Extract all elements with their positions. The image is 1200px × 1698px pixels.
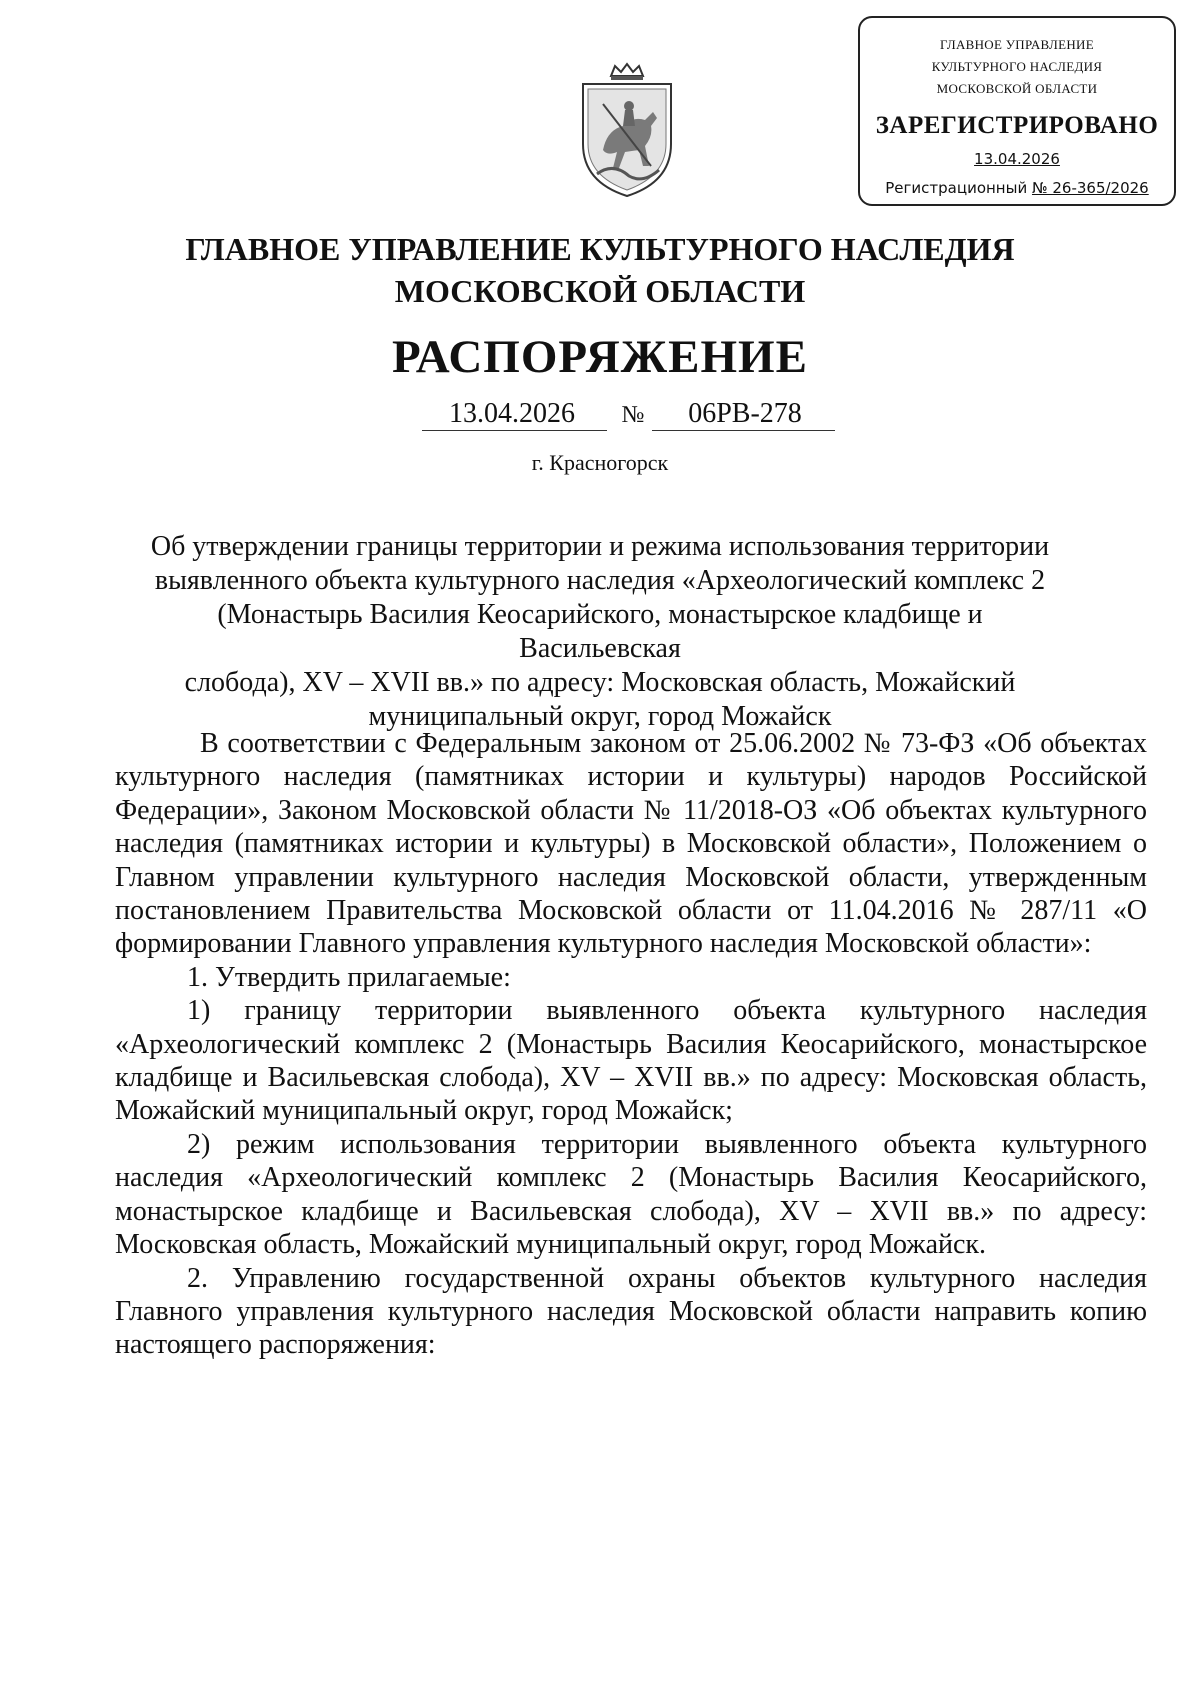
stamp-reg-number: [860, 179, 1174, 197]
registration-stamp: [858, 16, 1176, 206]
document-type: РАСПОРЯЖЕНИЕ: [392, 331, 808, 383]
subject-line: (Монастырь Василия Кеосарийского, монастырское кладбище и Васильевская: [217, 599, 983, 664]
issuing-organization: [0, 228, 1200, 312]
item-1-2-paragraph: 2) режим использования территории выявленного объекта культурного наследия «Археологический комплекс 2 (Монастырь Василия Кеосарийского, монастырское кладбище и Васильевская слобода), XV – XVII вв.» по адресу: Московская область, Можайский муниципальный округ, город Можайск.: [115, 1128, 1147, 1261]
item-1-1-paragraph: 1) границу территории выявленного объекта культурного наследия «Археологический комплекс 2 (Монастырь Василия Кеосарийского, монастырское кладбище и Васильевская слобода), XV – XVII вв.» по адресу: Московская область, Можайский муниципальный округ, город Можайск;: [115, 995, 1147, 1127]
number-underline: [652, 430, 835, 431]
document-subject: [150, 530, 1050, 734]
stamp-org-line-1: ГЛАВНОЕ УПРАВЛЕНИЕ: [940, 37, 1094, 52]
subject-line: выявленного объекта культурного наследия «Археологический комплекс 2: [154, 565, 1046, 596]
document-body: [115, 727, 1147, 1362]
preamble-paragraph: В соответствии с Федеральным законом от 25.06.2002 № 73-ФЗ «Об объектах культурного наследия (памятниках истории и культуры) народов Российской Федерации», Законом Московской области № 11/2018-ОЗ «Об объектах культурного наследия (памятниках истории и культуры) в Московской области», Положением о Главном управлении культурного наследия Московской области, утвержденным постановлением Правительства Московской области от 11.04.2016 № 287/11 «О формировании Главного управления культурного наследия Московской области»:: [115, 728, 1147, 960]
document-number: 06РВ-278: [688, 398, 802, 429]
stamp-reg-label: Регистрационный: [885, 179, 1032, 197]
org-title-line-2: МОСКОВСКОЙ ОБЛАСТИ: [394, 273, 806, 309]
moscow-oblast-coat-of-arms-icon: [573, 62, 681, 200]
stamp-reg-value: № 26-365/2026: [1031, 179, 1149, 197]
item-1-paragraph: 1. Утвердить прилагаемые:: [187, 961, 511, 993]
number-sign: №: [621, 402, 645, 428]
subject-line: Об утверждении границы территории и режима использования территории: [150, 531, 1050, 562]
document-city: г. Красногорск: [531, 450, 669, 475]
stamp-org-line-3: МОСКОВСКОЙ ОБЛАСТИ: [936, 81, 1098, 96]
subject-line: слобода), XV – XVII вв.» по адресу: Московская область, Можайский: [184, 667, 1016, 698]
stamp-org-line-2: КУЛЬТУРНОГО НАСЛЕДИЯ: [931, 59, 1103, 74]
org-title-line-1: ГЛАВНОЕ УПРАВЛЕНИЕ КУЛЬТУРНОГО НАСЛЕДИЯ: [185, 231, 1015, 267]
document-date: 13.04.2026: [449, 398, 575, 429]
stamp-date: 13.04.2026: [974, 150, 1060, 168]
subject-line: муниципальный округ, город Можайск: [368, 701, 832, 732]
date-underline: [422, 430, 607, 431]
item-2-paragraph: 2. Управлению государственной охраны объектов культурного наследия Главного управления культурного наследия Московской области направить копию настоящего распоряжения:: [115, 1262, 1147, 1361]
stamp-status: ЗАРЕГИСТРИРОВАНО: [875, 112, 1159, 139]
